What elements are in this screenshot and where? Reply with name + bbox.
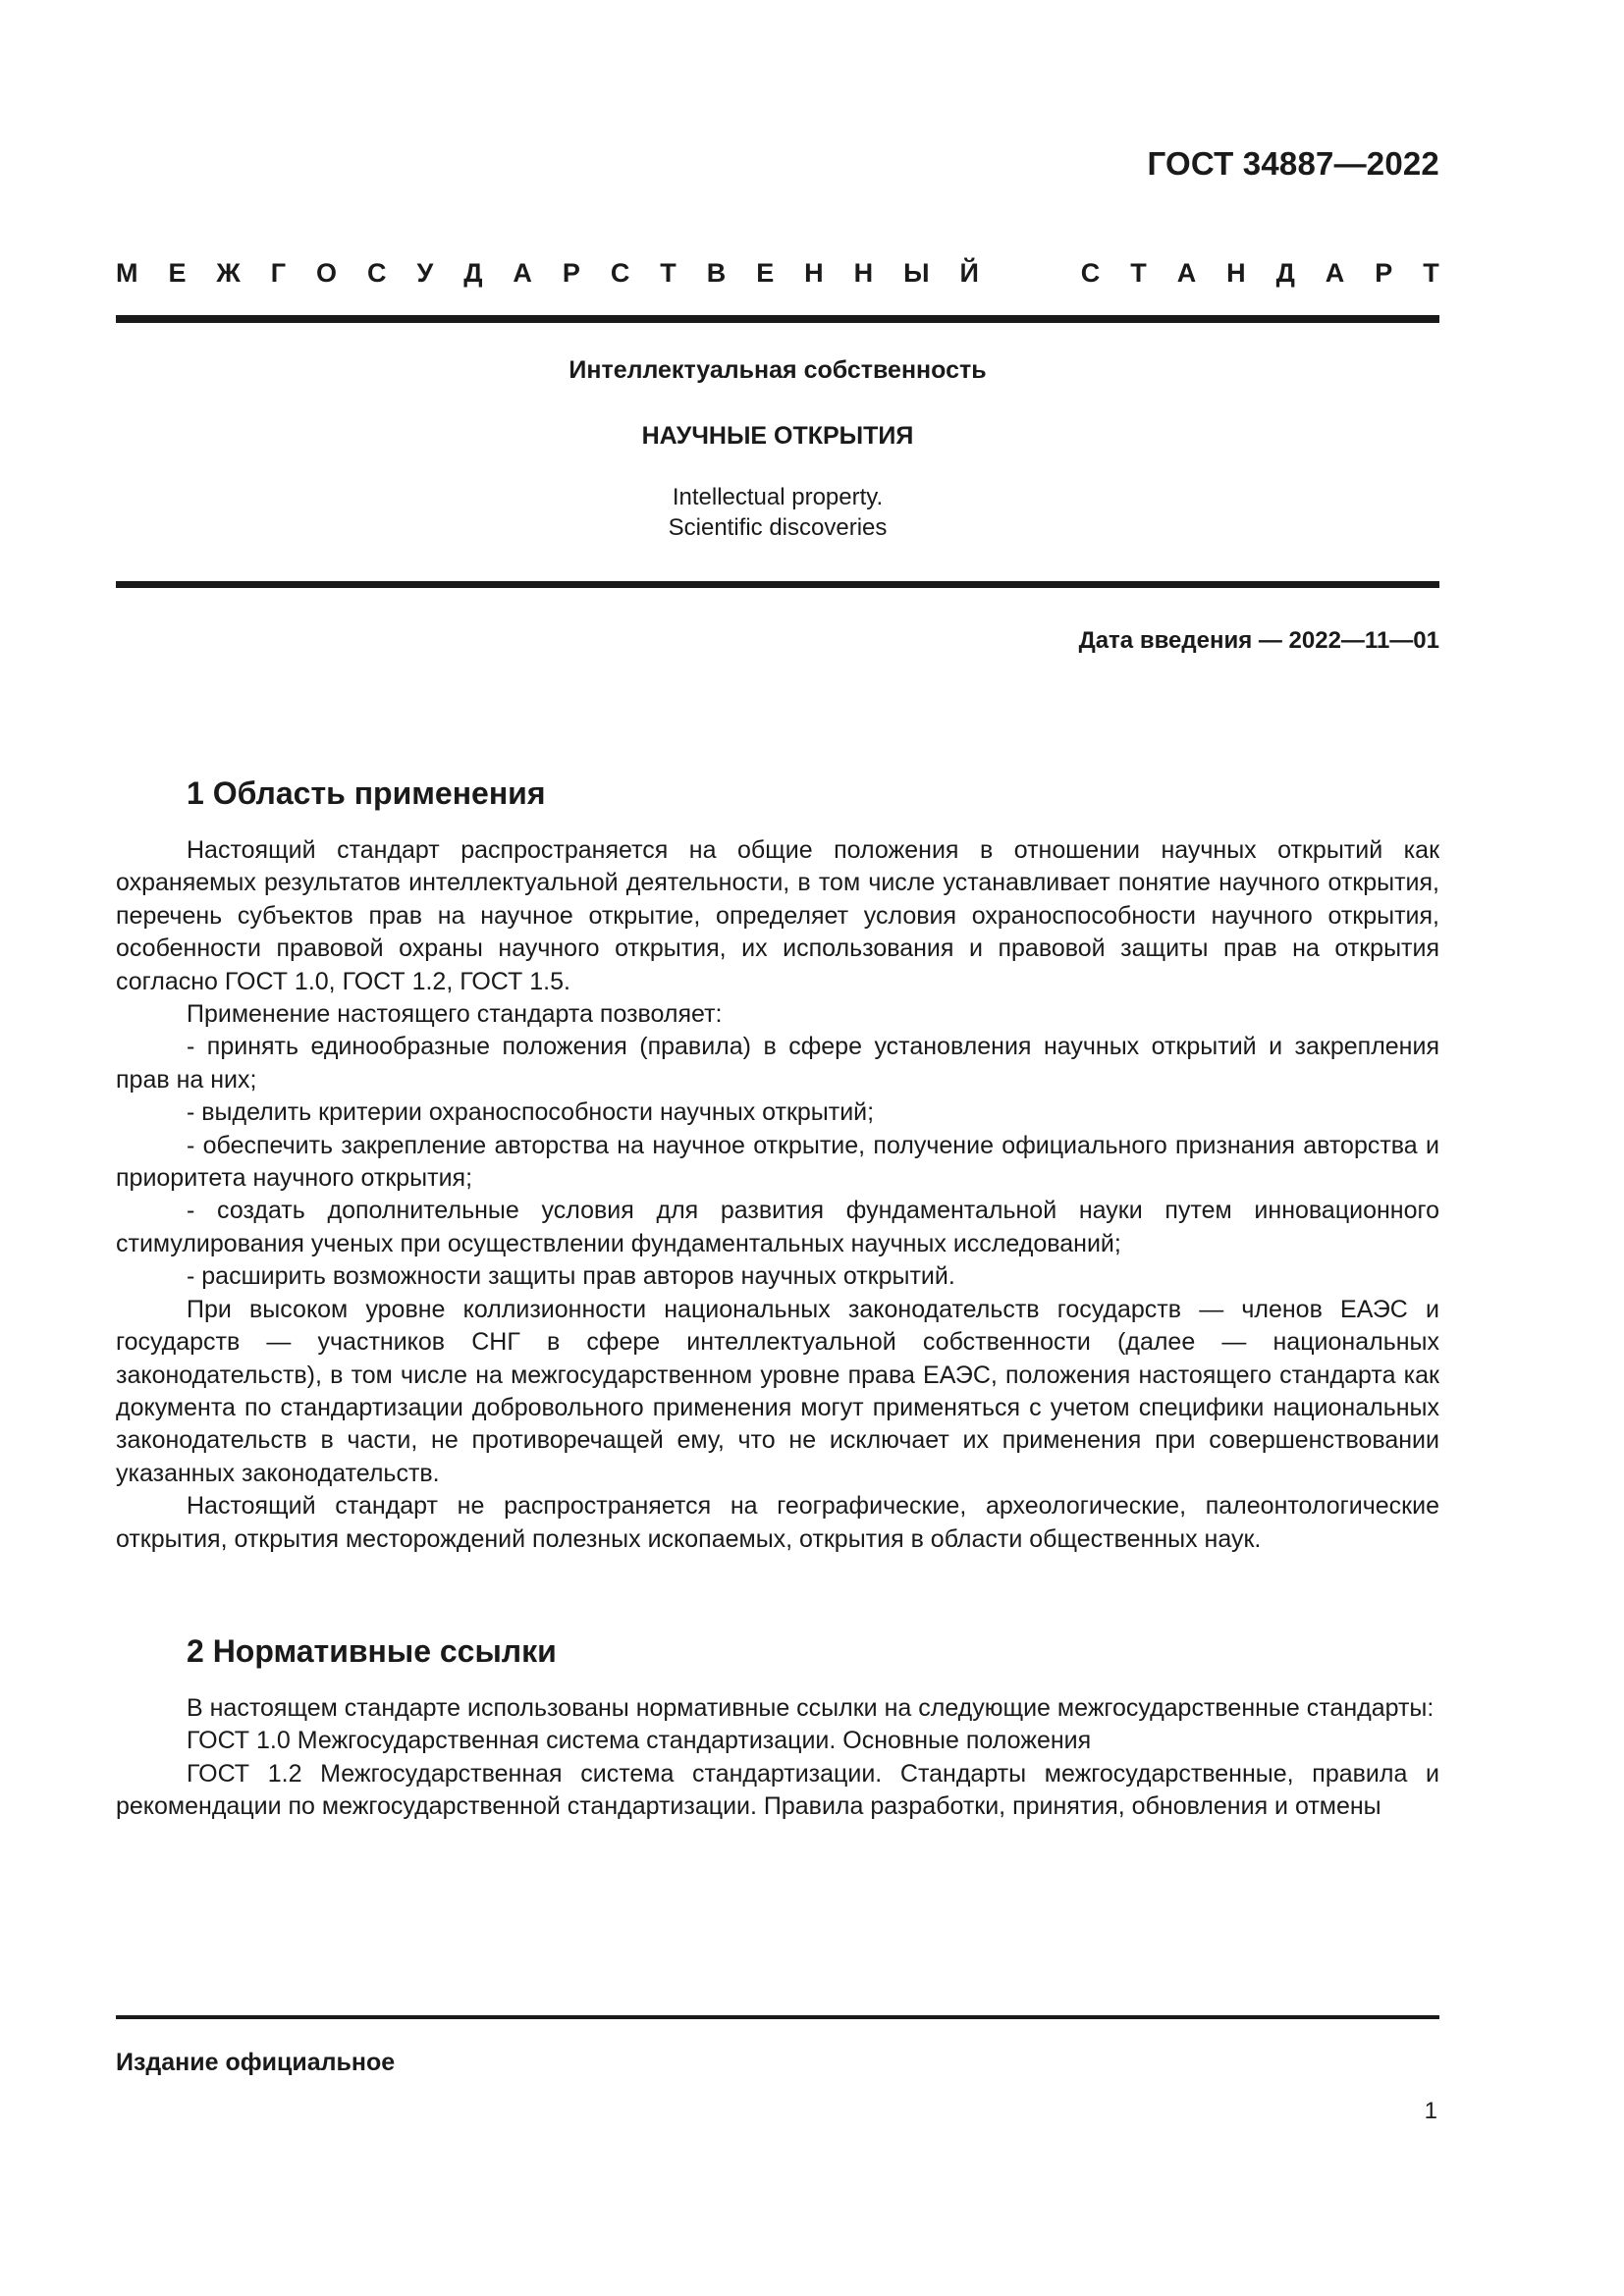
banner-letter: У	[416, 257, 434, 288]
banner-letter: Н	[804, 257, 824, 288]
reference-item: ГОСТ 1.2 Межгосударственная система стандартизации. Стандарты межгосударственные, правила и рекомендации по межгосударственной стандартизации. Правила разработки, принятия, обновления и отмены	[116, 1759, 1439, 1821]
banner-letter: Н	[1226, 257, 1246, 288]
banner-letter: В	[706, 257, 727, 288]
banner-letter: С	[1080, 257, 1101, 288]
page-number: 1	[1424, 2098, 1437, 2124]
introduction-date: Дата введения — 2022—11—01	[1078, 627, 1439, 654]
document-code: ГОСТ 34887—2022	[1147, 145, 1439, 182]
list-item: - расширить возможности защиты прав авторов научных открытий.	[187, 1262, 955, 1291]
banner-letter: Д	[463, 257, 483, 288]
banner-letter: Р	[1375, 257, 1393, 288]
banner-letter: Е	[756, 257, 775, 288]
footer-divider	[116, 2015, 1439, 2019]
english-title	[116, 482, 1439, 543]
section-2-heading: 2 Нормативные ссылки	[187, 1633, 557, 1669]
list-item: - принять единообразные положения (правила) в сфере установления научных открытий и закрепления прав на них;	[116, 1033, 1439, 1094]
banner-letter: А	[1176, 257, 1197, 288]
paragraph: В настоящем стандарте использованы нормативные ссылки на следующие межгосударственные стандарты:	[187, 1694, 1435, 1722]
paragraph: При высоком уровне коллизионности национальных законодательств государств — членов ЕАЭС и государств — участников СНГ в сфере интеллектуальной собственности (далее — национальных законодательств), в том числе на межгосударственном уровне права ЕАЭС, положения настоящего стандарта как документа по стандартизации добровольного применения могут применяться с учетом специфики национальных законодательств в части, не противоречащей ему, что не исключает их применения при совершенствовании указанных законодательств.	[116, 1295, 1439, 1487]
section-1-heading: 1 Область применения	[187, 775, 546, 811]
paragraph: Настоящий стандарт распространяется на общие положения в отношении научных открытий как охраняемых результатов интеллектуальной деятельности, в том числе устанавливает понятие научного открытия, перечень субъектов прав на научное открытие, определяет условия охраноспособности научного открытия, особенности правовой охраны научного открытия, их использования и правовой защиты прав на открытия согласно ГОСТ 1.0, ГОСТ 1.2, ГОСТ 1.5.	[116, 836, 1439, 995]
english-title-line: Intellectual property.	[672, 484, 884, 510]
banner-letter: Ж	[216, 257, 241, 288]
banner-letter: Е	[168, 257, 187, 288]
banner-letter: М	[116, 257, 138, 288]
title-divider	[116, 581, 1439, 588]
document-title: НАУЧНЫЕ ОТКРЫТИЯ	[641, 422, 914, 450]
banner-letter: С	[610, 257, 630, 288]
interstate-standard-banner	[116, 253, 1439, 293]
section-2-body	[116, 1692, 1439, 1824]
paragraph: Применение настоящего стандарта позволяет:	[187, 1000, 723, 1029]
banner-letter: А	[1325, 257, 1345, 288]
banner-letter: Н	[853, 257, 874, 288]
paragraph: Настоящий стандарт не распространяется на географические, археологические, палеонтологические открытия, открытия месторождений полезных ископаемых, открытия в области общественных наук.	[116, 1492, 1439, 1553]
official-edition-label: Издание официальное	[116, 2049, 396, 2076]
banner-letter: Р	[562, 257, 580, 288]
subject-line: Интеллектуальная собственность	[568, 356, 987, 384]
reference-item: ГОСТ 1.0 Межгосударственная система стандартизации. Основные положения	[187, 1727, 1092, 1755]
banner-letter: О	[316, 257, 338, 288]
banner-letter: Т	[1423, 257, 1439, 288]
banner-letter: С	[367, 257, 387, 288]
banner-letter: Г	[270, 257, 287, 288]
banner-letter: Д	[1275, 257, 1295, 288]
banner-letter: Т	[1130, 257, 1147, 288]
list-item: - создать дополнительные условия для развития фундаментальной науки путем инновационного стимулирования ученых при осуществлении фундаментальных научных исследований;	[116, 1197, 1439, 1257]
english-title-line: Scientific discoveries	[668, 514, 888, 541]
list-item: - обеспечить закрепление авторства на научное открытие, получение официального признания авторства и приоритета научного открытия;	[116, 1131, 1439, 1193]
banner-letter: Й	[959, 257, 979, 288]
list-item: - выделить критерии охраноспособности научных открытий;	[187, 1098, 875, 1127]
section-1-body	[116, 834, 1439, 1556]
banner-letter: Ы	[903, 257, 930, 288]
banner-letter: Т	[660, 257, 677, 288]
banner-letter: А	[513, 257, 532, 288]
header-divider	[116, 315, 1439, 323]
